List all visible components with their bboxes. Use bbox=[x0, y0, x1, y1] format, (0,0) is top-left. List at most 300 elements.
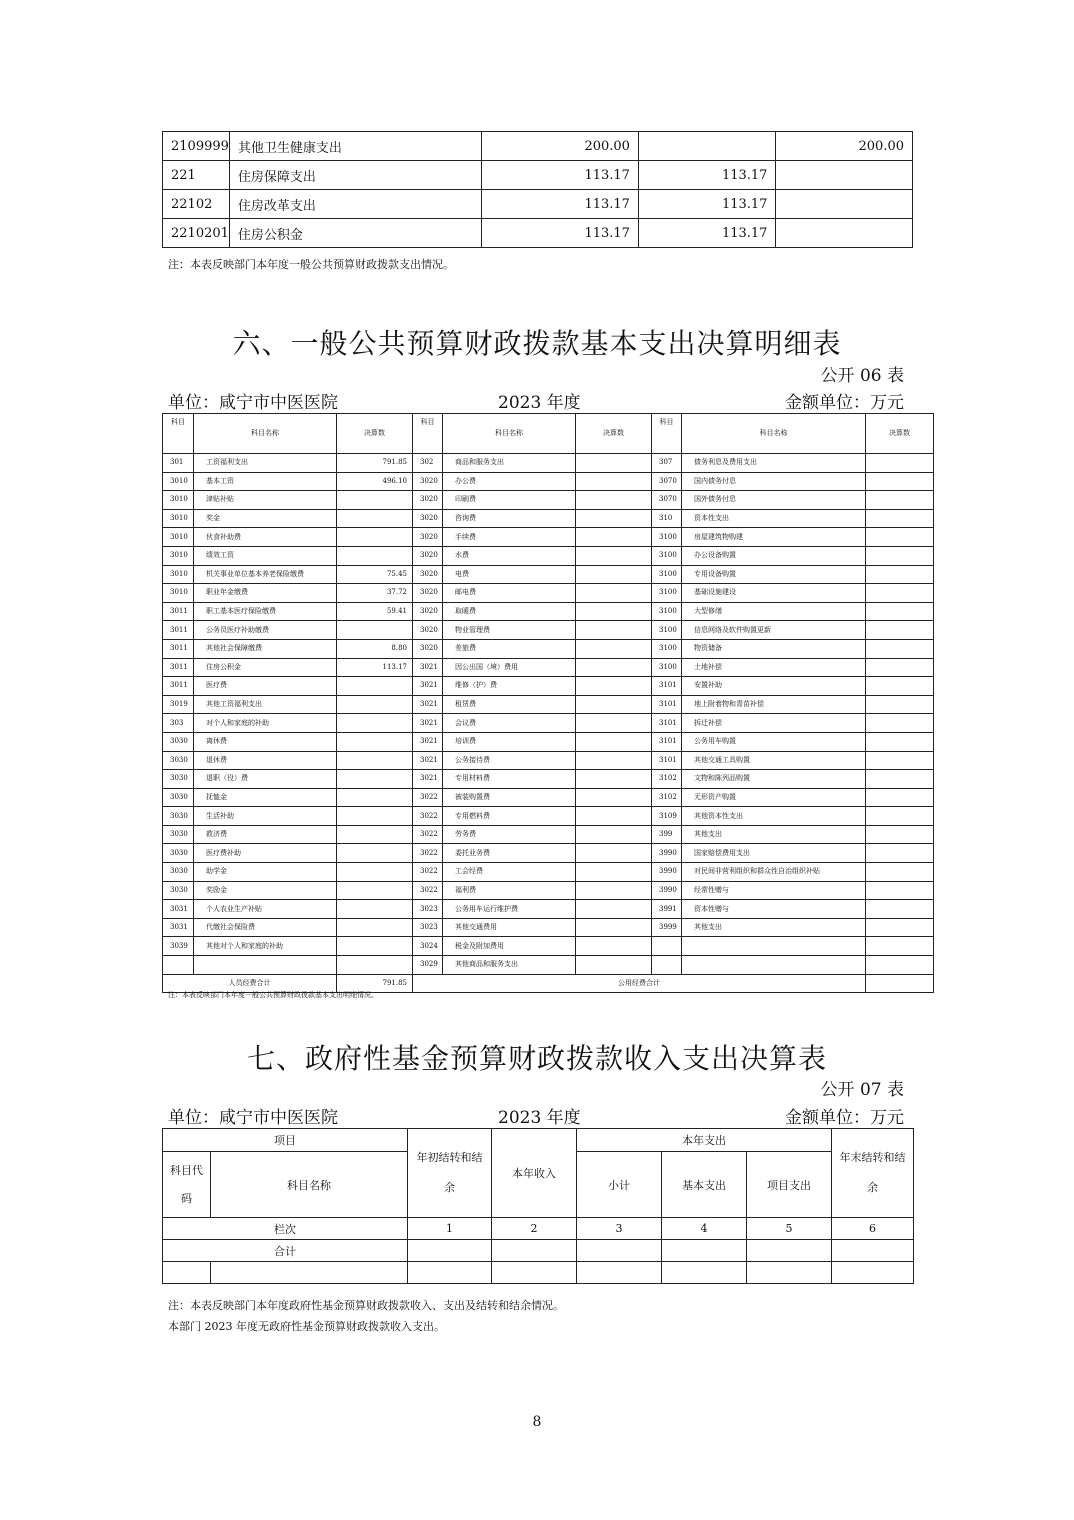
cell-amount bbox=[576, 491, 652, 510]
table-row bbox=[163, 565, 934, 584]
col-index: 5 bbox=[747, 1218, 832, 1240]
cell-code: 221 bbox=[163, 161, 230, 190]
cell-name: 水费 bbox=[443, 546, 576, 565]
cell-name bbox=[682, 937, 866, 956]
cell-code: 3990 bbox=[652, 881, 682, 900]
cell-amount bbox=[337, 491, 413, 510]
cell-name: 救济费 bbox=[194, 825, 337, 844]
cell-amount bbox=[576, 602, 652, 621]
cell-code: 3100 bbox=[652, 621, 682, 640]
cell-code: 3100 bbox=[652, 658, 682, 677]
cell-code: 3022 bbox=[413, 881, 443, 900]
cell-amount bbox=[337, 528, 413, 547]
cell-name: 职业年金缴费 bbox=[194, 584, 337, 603]
cell-name: 对民间非营利组织和群众性自治组织补贴 bbox=[682, 863, 866, 882]
public-total-label: 公用经费合计 bbox=[413, 974, 866, 993]
header-amount: 决算数 bbox=[576, 414, 652, 454]
header-begin-balance: 年初结转和结余 bbox=[408, 1129, 492, 1218]
cell-code bbox=[652, 956, 682, 975]
cell-name: 其他交通费用 bbox=[443, 918, 576, 937]
cell-code: 3999 bbox=[652, 918, 682, 937]
section6-money-unit: 金额单位：万元 bbox=[785, 393, 904, 413]
cell-code: 3011 bbox=[163, 602, 194, 621]
table-general-budget-expenditure bbox=[162, 131, 913, 248]
cell-code: 3102 bbox=[652, 788, 682, 807]
cell-name: 委托业务费 bbox=[443, 844, 576, 863]
total-label: 合计 bbox=[163, 1240, 408, 1262]
section6-title: 六、一般公共预算财政拨款基本支出决算明细表 bbox=[232, 327, 842, 360]
cell-code: 3030 bbox=[163, 788, 194, 807]
cell-amount bbox=[866, 863, 934, 882]
cell-name: 无形资产购置 bbox=[682, 788, 866, 807]
table-row bbox=[163, 602, 934, 621]
cell-code: 3030 bbox=[163, 807, 194, 826]
cell-code: 3101 bbox=[652, 714, 682, 733]
cell-code: 3011 bbox=[163, 658, 194, 677]
cell-code: 3020 bbox=[413, 584, 443, 603]
table-row bbox=[163, 132, 913, 161]
cell-amount bbox=[576, 863, 652, 882]
cell-name: 其他工资福利支出 bbox=[194, 695, 337, 714]
cell-name: 维修（护）费 bbox=[443, 677, 576, 696]
cell-amount bbox=[576, 918, 652, 937]
cell-name: 公务用车运行维护费 bbox=[443, 900, 576, 919]
section6-pub-no: 公开 06 表 bbox=[820, 366, 904, 386]
section7-unit: 单位：咸宁市中医医院 bbox=[168, 1108, 338, 1128]
table-row bbox=[163, 732, 934, 751]
cell-code: 3030 bbox=[163, 863, 194, 882]
cell-amount bbox=[576, 788, 652, 807]
cell-name: 住房改革支出 bbox=[229, 190, 481, 219]
cell-amount bbox=[576, 677, 652, 696]
cell-amount bbox=[866, 546, 934, 565]
header-code: 科目 bbox=[413, 414, 443, 454]
cell-amount bbox=[866, 900, 934, 919]
cell-name: 被装购置费 bbox=[443, 788, 576, 807]
cell-code: 3010 bbox=[163, 546, 194, 565]
header-item: 项目 bbox=[163, 1129, 408, 1152]
cell-name: 拆迁补偿 bbox=[682, 714, 866, 733]
cell-amount bbox=[866, 918, 934, 937]
cell-code: 3070 bbox=[652, 491, 682, 510]
cell-name: 专用设备购置 bbox=[682, 565, 866, 584]
cell-code bbox=[163, 956, 194, 975]
cell-code: 3100 bbox=[652, 528, 682, 547]
cell-code: 3100 bbox=[652, 584, 682, 603]
cell-code: 3020 bbox=[413, 491, 443, 510]
cell-name: 其他商品和服务支出 bbox=[443, 956, 576, 975]
cell-code: 3101 bbox=[652, 677, 682, 696]
cell-name: 住房公积金 bbox=[194, 658, 337, 677]
cell-name: 绩效工资 bbox=[194, 546, 337, 565]
cell-amount bbox=[866, 565, 934, 584]
cell-amount bbox=[576, 454, 652, 473]
header-code: 科目代码 bbox=[163, 1152, 211, 1218]
row-index-label: 栏次 bbox=[163, 1218, 408, 1240]
cell-code: 3020 bbox=[413, 621, 443, 640]
cell-code: 301 bbox=[163, 454, 194, 473]
cell-basic bbox=[638, 132, 776, 161]
cell-name: 住房公积金 bbox=[229, 219, 481, 248]
cell-code: 3101 bbox=[652, 732, 682, 751]
table-row bbox=[163, 491, 934, 510]
cell-amount bbox=[866, 807, 934, 826]
header-end-balance: 年末结转和结余 bbox=[832, 1129, 914, 1218]
header-code: 科目 bbox=[652, 414, 682, 454]
cell-amount bbox=[337, 621, 413, 640]
cell-name: 商品和服务支出 bbox=[443, 454, 576, 473]
cell-amount bbox=[576, 825, 652, 844]
cell-basic: 113.17 bbox=[638, 190, 776, 219]
cell-name: 其他支出 bbox=[682, 918, 866, 937]
cell-name: 咨询费 bbox=[443, 509, 576, 528]
cell-amount bbox=[866, 695, 934, 714]
cell-amount bbox=[866, 732, 934, 751]
cell-amount bbox=[337, 695, 413, 714]
section7-money-unit: 金额单位：万元 bbox=[785, 1108, 904, 1128]
cell-code: 3010 bbox=[163, 491, 194, 510]
cell-amount bbox=[337, 844, 413, 863]
cell-amount bbox=[576, 732, 652, 751]
table-gov-fund-budget bbox=[162, 1128, 914, 1284]
cell-basic: 113.17 bbox=[638, 219, 776, 248]
cell-name: 其他对个人和家庭的补助 bbox=[194, 937, 337, 956]
cell-basic: 113.17 bbox=[638, 161, 776, 190]
cell-name: 债务利息及费用支出 bbox=[682, 454, 866, 473]
cell-amount bbox=[576, 509, 652, 528]
cell-amount bbox=[337, 863, 413, 882]
header-name: 科目名称 bbox=[443, 414, 576, 454]
cell-code: 3030 bbox=[163, 825, 194, 844]
cell-code: 3021 bbox=[413, 714, 443, 733]
cell-code: 3039 bbox=[163, 937, 194, 956]
cell-code: 3100 bbox=[652, 602, 682, 621]
cell-amount bbox=[866, 844, 934, 863]
cell-amount bbox=[576, 528, 652, 547]
cell-project bbox=[776, 161, 913, 190]
cell-amount bbox=[576, 584, 652, 603]
cell-amount: 8.80 bbox=[337, 639, 413, 658]
cell-project: 200.00 bbox=[776, 132, 913, 161]
cell-amount bbox=[866, 491, 934, 510]
cell-code: 3021 bbox=[413, 770, 443, 789]
table-row bbox=[163, 161, 913, 190]
cell-name: 福利费 bbox=[443, 881, 576, 900]
cell-amount bbox=[866, 639, 934, 658]
table-row bbox=[163, 770, 934, 789]
col-index: 4 bbox=[662, 1218, 747, 1240]
cell-code: 3021 bbox=[413, 732, 443, 751]
cell-amount bbox=[337, 937, 413, 956]
header-income: 本年收入 bbox=[492, 1129, 577, 1218]
col-index: 6 bbox=[832, 1218, 914, 1240]
cell-amount bbox=[337, 825, 413, 844]
cell-amount: 791.85 bbox=[337, 454, 413, 473]
cell-name: 手续费 bbox=[443, 528, 576, 547]
cell-name: 取暖费 bbox=[443, 602, 576, 621]
cell-code: 302 bbox=[413, 454, 443, 473]
header-amount: 决算数 bbox=[337, 414, 413, 454]
cell-amount bbox=[866, 658, 934, 677]
cell-amount: 37.72 bbox=[337, 584, 413, 603]
cell-code: 3101 bbox=[652, 695, 682, 714]
cell-code: 3020 bbox=[413, 509, 443, 528]
table-row bbox=[163, 844, 934, 863]
cell-code: 3100 bbox=[652, 639, 682, 658]
cell-name: 劳务费 bbox=[443, 825, 576, 844]
cell-name: 退职（役）费 bbox=[194, 770, 337, 789]
cell-amount bbox=[866, 956, 934, 975]
cell-total: 113.17 bbox=[481, 219, 638, 248]
cell-code: 2210201 bbox=[163, 219, 230, 248]
cell-code: 307 bbox=[652, 454, 682, 473]
cell-name: 会议费 bbox=[443, 714, 576, 733]
col-index: 3 bbox=[577, 1218, 662, 1240]
cell-name: 抚恤金 bbox=[194, 788, 337, 807]
cell-total: 200.00 bbox=[481, 132, 638, 161]
cell-code: 3030 bbox=[163, 770, 194, 789]
table-row bbox=[163, 918, 934, 937]
cell-name: 培训费 bbox=[443, 732, 576, 751]
cell-code: 3030 bbox=[163, 751, 194, 770]
cell-name: 伙食补助费 bbox=[194, 528, 337, 547]
cell-total: 113.17 bbox=[481, 161, 638, 190]
personnel-total-value: 791.85 bbox=[337, 974, 413, 993]
cell-name: 经常性赠与 bbox=[682, 881, 866, 900]
table2-header-row bbox=[163, 414, 934, 454]
cell-name: 国外债务付息 bbox=[682, 491, 866, 510]
cell-amount bbox=[576, 751, 652, 770]
cell-amount bbox=[576, 844, 652, 863]
cell-name: 退休费 bbox=[194, 751, 337, 770]
cell-code: 3024 bbox=[413, 937, 443, 956]
cell-amount bbox=[866, 825, 934, 844]
cell-amount bbox=[576, 770, 652, 789]
cell-name: 其他支出 bbox=[682, 825, 866, 844]
header-project: 项目支出 bbox=[747, 1152, 832, 1218]
cell-code: 399 bbox=[652, 825, 682, 844]
table-row bbox=[163, 454, 934, 473]
cell-name: 差旅费 bbox=[443, 639, 576, 658]
cell-code: 3020 bbox=[413, 565, 443, 584]
cell-code: 3019 bbox=[163, 695, 194, 714]
section7-title: 七、政府性基金预算财政拨款收入支出决算表 bbox=[246, 1042, 827, 1075]
cell-amount bbox=[337, 788, 413, 807]
cell-code: 3021 bbox=[413, 677, 443, 696]
cell-amount bbox=[576, 714, 652, 733]
cell-name: 其他社会保障缴费 bbox=[194, 639, 337, 658]
cell-amount bbox=[337, 956, 413, 975]
cell-name: 助学金 bbox=[194, 863, 337, 882]
cell-amount bbox=[866, 881, 934, 900]
table3-note-2: 本部门 2023 年度无政府性基金预算财政拨款收入支出。 bbox=[168, 1320, 445, 1333]
cell-code: 3010 bbox=[163, 528, 194, 547]
cell-name: 文物和陈列品购置 bbox=[682, 770, 866, 789]
table-row bbox=[163, 219, 913, 248]
cell-amount bbox=[576, 937, 652, 956]
cell-amount: 496.10 bbox=[337, 472, 413, 491]
cell-amount bbox=[866, 584, 934, 603]
table-row bbox=[163, 621, 934, 640]
table-row bbox=[163, 900, 934, 919]
cell-amount bbox=[576, 621, 652, 640]
table-basic-expenditure-detail bbox=[162, 413, 934, 993]
cell-name: 医疗费 bbox=[194, 677, 337, 696]
cell-code: 22102 bbox=[163, 190, 230, 219]
cell-code: 3109 bbox=[652, 807, 682, 826]
cell-name: 地上附着物和青苗补偿 bbox=[682, 695, 866, 714]
cell-code: 3030 bbox=[163, 732, 194, 751]
cell-project bbox=[776, 190, 913, 219]
table-row bbox=[163, 937, 934, 956]
header-subtotal: 小计 bbox=[577, 1152, 662, 1218]
cell-code: 3100 bbox=[652, 565, 682, 584]
table-row bbox=[163, 190, 913, 219]
table-row bbox=[163, 509, 934, 528]
table-row bbox=[163, 472, 934, 491]
cell-amount bbox=[337, 770, 413, 789]
section6-unit: 单位：咸宁市中医医院 bbox=[168, 393, 338, 413]
cell-name: 信息网络及软件购置更新 bbox=[682, 621, 866, 640]
cell-amount bbox=[576, 565, 652, 584]
header-name: 科目名称 bbox=[682, 414, 866, 454]
cell-name: 房屋建筑物购建 bbox=[682, 528, 866, 547]
cell-name: 工资福利支出 bbox=[194, 454, 337, 473]
cell-code: 2109999 bbox=[163, 132, 230, 161]
cell-amount bbox=[337, 807, 413, 826]
cell-code: 3020 bbox=[413, 528, 443, 547]
cell-name: 基本工资 bbox=[194, 472, 337, 491]
cell-code: 3991 bbox=[652, 900, 682, 919]
cell-amount bbox=[866, 714, 934, 733]
table-row bbox=[163, 788, 934, 807]
cell-amount bbox=[866, 472, 934, 491]
cell-name: 医疗费补助 bbox=[194, 844, 337, 863]
cell-name: 国内债务付息 bbox=[682, 472, 866, 491]
cell-amount bbox=[866, 770, 934, 789]
cell-amount bbox=[337, 509, 413, 528]
cell-amount bbox=[866, 621, 934, 640]
cell-code: 3102 bbox=[652, 770, 682, 789]
cell-amount bbox=[866, 602, 934, 621]
cell-name: 住房保障支出 bbox=[229, 161, 481, 190]
cell-code: 3030 bbox=[163, 881, 194, 900]
cell-amount: 59.41 bbox=[337, 602, 413, 621]
cell-code: 3022 bbox=[413, 825, 443, 844]
cell-amount bbox=[866, 788, 934, 807]
cell-code: 3020 bbox=[413, 472, 443, 491]
cell-amount bbox=[576, 956, 652, 975]
cell-name: 其他资本性支出 bbox=[682, 807, 866, 826]
cell-name: 其他交通工具购置 bbox=[682, 751, 866, 770]
cell-code: 3023 bbox=[413, 900, 443, 919]
cell-amount bbox=[337, 918, 413, 937]
table-row bbox=[163, 584, 934, 603]
header-expense: 本年支出 bbox=[577, 1129, 832, 1152]
cell-code: 3022 bbox=[413, 788, 443, 807]
personnel-total-label: 人员经费合计 bbox=[163, 974, 337, 993]
cell-code: 3101 bbox=[652, 751, 682, 770]
cell-amount bbox=[576, 658, 652, 677]
cell-name: 国家赔偿费用支出 bbox=[682, 844, 866, 863]
cell-code: 3022 bbox=[413, 863, 443, 882]
cell-name: 办公设备购置 bbox=[682, 546, 866, 565]
cell-name: 公务用车购置 bbox=[682, 732, 866, 751]
cell-code: 3020 bbox=[413, 639, 443, 658]
cell-amount bbox=[576, 881, 652, 900]
cell-name: 土地补偿 bbox=[682, 658, 866, 677]
cell-amount bbox=[866, 751, 934, 770]
cell-code: 3029 bbox=[413, 956, 443, 975]
cell-amount: 113.17 bbox=[337, 658, 413, 677]
cell-name: 奖励金 bbox=[194, 881, 337, 900]
cell-amount bbox=[576, 546, 652, 565]
cell-project bbox=[776, 219, 913, 248]
table-row bbox=[163, 639, 934, 658]
cell-total: 113.17 bbox=[481, 190, 638, 219]
cell-name: 离休费 bbox=[194, 732, 337, 751]
table3-note: 注：本表反映部门本年度政府性基金预算财政拨款收入、支出及结转和结余情况。 bbox=[168, 1299, 564, 1312]
cell-code: 3022 bbox=[413, 807, 443, 826]
cell-amount bbox=[866, 937, 934, 956]
header-name: 科目名称 bbox=[211, 1152, 408, 1218]
cell-name: 办公费 bbox=[443, 472, 576, 491]
cell-code: 3990 bbox=[652, 863, 682, 882]
cell-name: 工会经费 bbox=[443, 863, 576, 882]
table-row bbox=[163, 658, 934, 677]
section7-year: 2023 年度 bbox=[498, 1108, 581, 1128]
cell-name: 基础设施建设 bbox=[682, 584, 866, 603]
cell-name: 税金及附加费用 bbox=[443, 937, 576, 956]
cell-name: 安置补助 bbox=[682, 677, 866, 696]
cell-name: 印刷费 bbox=[443, 491, 576, 510]
cell-code: 3021 bbox=[413, 751, 443, 770]
section6-year: 2023 年度 bbox=[498, 393, 581, 413]
table-row bbox=[163, 751, 934, 770]
header-amount: 决算数 bbox=[866, 414, 934, 454]
section7-pub-no: 公开 07 表 bbox=[820, 1080, 904, 1100]
cell-amount bbox=[337, 732, 413, 751]
cell-name: 津贴补贴 bbox=[194, 491, 337, 510]
cell-code: 3011 bbox=[163, 677, 194, 696]
cell-amount bbox=[337, 881, 413, 900]
cell-code: 3030 bbox=[163, 844, 194, 863]
cell-name: 物资储备 bbox=[682, 639, 866, 658]
cell-code: 3023 bbox=[413, 918, 443, 937]
table-row bbox=[163, 956, 934, 975]
cell-name: 职工基本医疗保险缴费 bbox=[194, 602, 337, 621]
cell-name: 奖金 bbox=[194, 509, 337, 528]
header-code: 科目 bbox=[163, 414, 194, 454]
cell-amount bbox=[576, 695, 652, 714]
cell-name: 专用燃料费 bbox=[443, 807, 576, 826]
cell-name: 生活补助 bbox=[194, 807, 337, 826]
cell-code: 3011 bbox=[163, 639, 194, 658]
cell-amount bbox=[337, 900, 413, 919]
cell-name: 资本性支出 bbox=[682, 509, 866, 528]
cell-code: 3020 bbox=[413, 602, 443, 621]
table2-note: 注：本表反映部门本年度一般公共预算财政拨款基本支出明细情况。 bbox=[168, 991, 378, 999]
cell-name: 代缴社会保险费 bbox=[194, 918, 337, 937]
cell-amount bbox=[866, 454, 934, 473]
cell-amount bbox=[337, 677, 413, 696]
cell-amount bbox=[576, 807, 652, 826]
cell-name bbox=[194, 956, 337, 975]
header-name: 科目名称 bbox=[194, 414, 337, 454]
cell-code: 3022 bbox=[413, 844, 443, 863]
cell-name: 公务员医疗补助缴费 bbox=[194, 621, 337, 640]
public-total-value bbox=[866, 974, 934, 993]
